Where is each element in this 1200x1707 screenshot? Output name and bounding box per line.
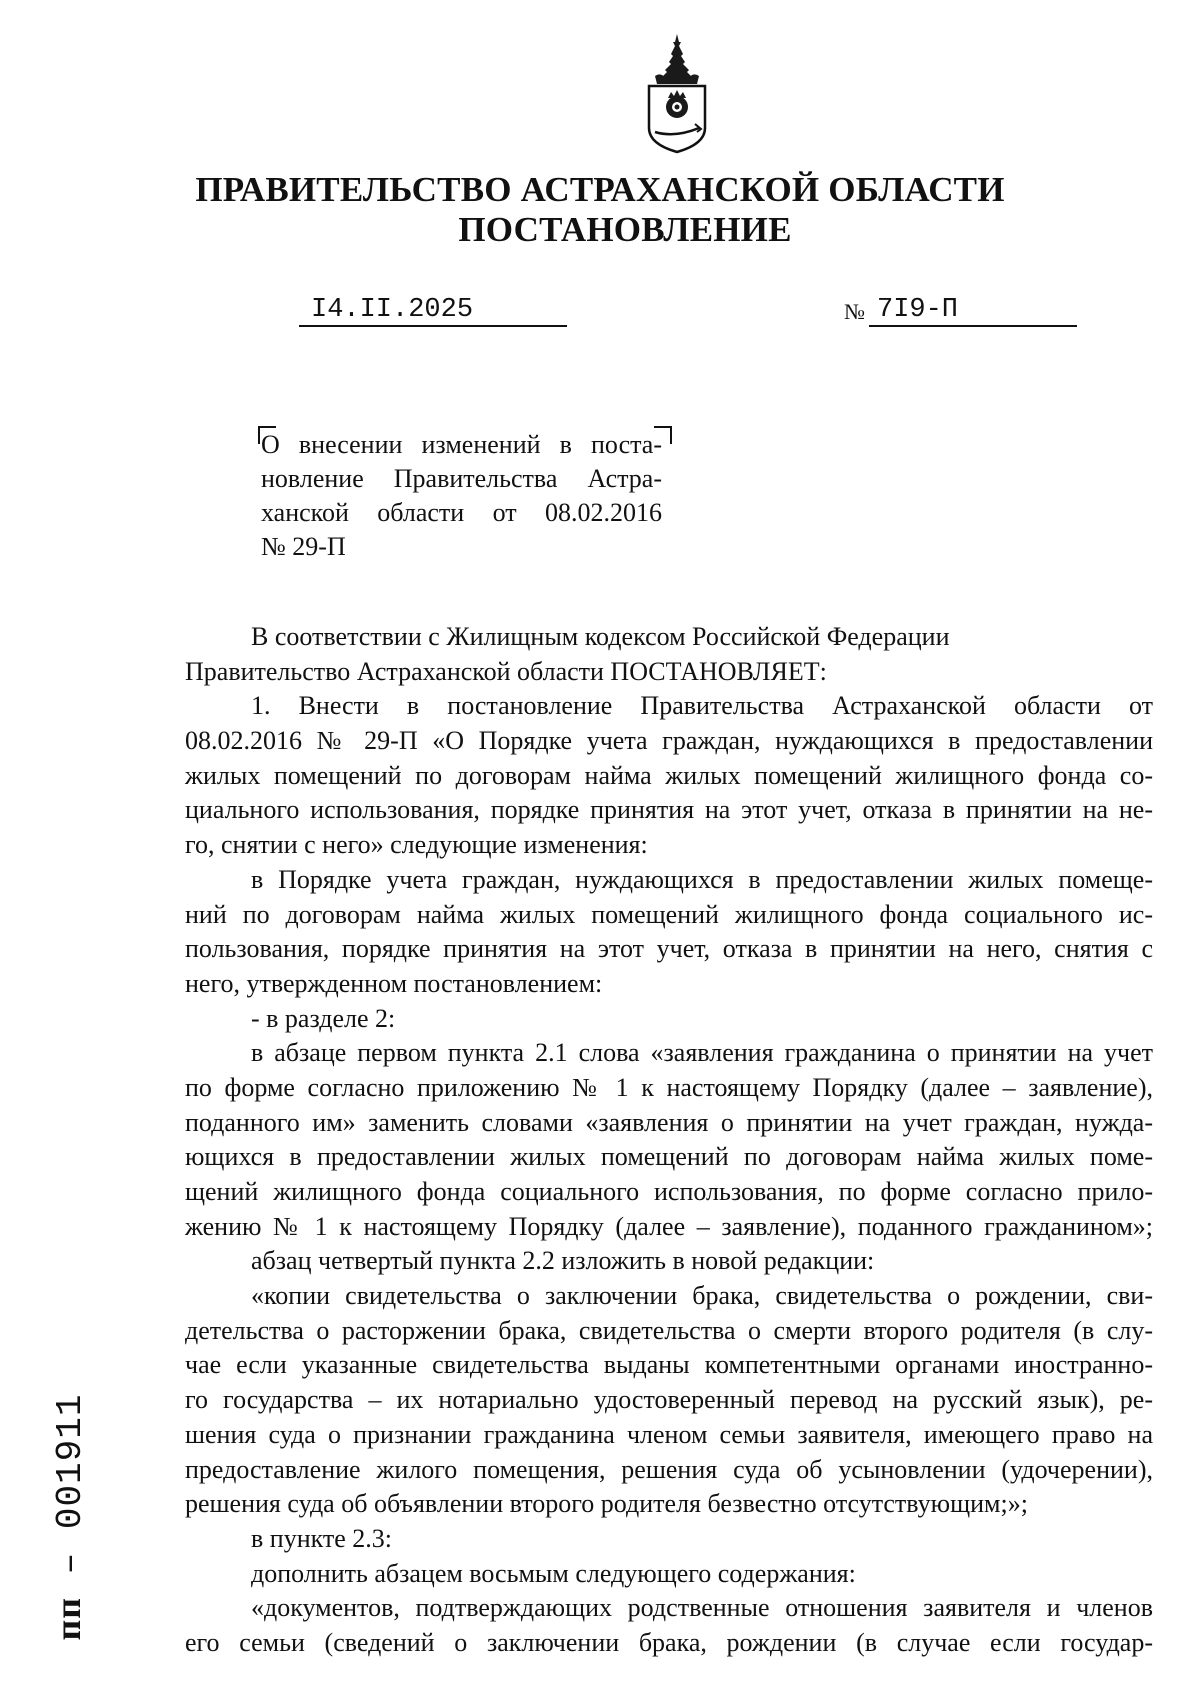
document-type-title: ПОСТАНОВЛЕНИЕ bbox=[458, 210, 792, 249]
body-line: дополнить абзацем восьмым следующего содержания: bbox=[251, 1558, 856, 1588]
body-line: жилых помещений по договорам найма жилых помещений жилищного фонда со- bbox=[185, 760, 1153, 790]
body-line: жению № 1 к настоящему Порядку (далее – заявление), поданного гражданином»; bbox=[185, 1211, 1153, 1241]
coat-of-arms-emblem bbox=[641, 32, 713, 156]
body-line: го государства – их нотариально удостоверенный перевод на русский язык), ре- bbox=[185, 1385, 1153, 1415]
subject-line: ханской области от 08.02.2016 bbox=[261, 498, 662, 527]
body-line: него, утвержденном постановлением: bbox=[185, 968, 603, 998]
body-line: «документов, подтверждающих родственные отношения заявителя и членов bbox=[251, 1593, 1153, 1623]
body-line: - в разделе 2: bbox=[251, 1003, 396, 1033]
body-line: ний по договорам найма жилых помещений жилищного фонда социального ис- bbox=[185, 899, 1153, 929]
registration-stamp bbox=[44, 1386, 94, 1648]
organization-title: ПРАВИТЕЛЬСТВО АСТРАХАНСКОЙ ОБЛАСТИ bbox=[195, 170, 1005, 209]
stamp-dash: – bbox=[50, 1529, 91, 1597]
body-line: щений жилищного фонда социального использования, по форме согласно прило- bbox=[185, 1177, 1153, 1206]
stamp-number: 001911 bbox=[50, 1393, 91, 1530]
body-line: предоставление жилого помещения, решения суда об усыновлении (удочерении), bbox=[185, 1454, 1153, 1484]
body-line: циального использования, порядке принятия на этот учет, отказа в принятии на не- bbox=[185, 795, 1153, 825]
document-body bbox=[185, 620, 1153, 1661]
body-line: пользования, порядке принятия на этот учет, отказа в принятии на него, снятия с bbox=[185, 934, 1153, 964]
body-line: го, снятии с него» следующие изменения: bbox=[185, 830, 648, 860]
body-line: чае если указанные свидетельства выданы компетентными органами иностранно- bbox=[185, 1350, 1153, 1380]
body-line: поданного им» заменить словами «заявления о принятии на учет граждан, нужда- bbox=[185, 1107, 1153, 1137]
body-line: В соответствии с Жилищным кодексом Российской Федерации bbox=[251, 622, 950, 651]
body-line: шения суда о признании гражданина членом семьи заявителя, имеющего право на bbox=[185, 1419, 1153, 1449]
body-line: ющихся в предоставлении жилых помещений по договорам найма жилых поме- bbox=[185, 1142, 1153, 1172]
body-line: решения суда об объявлении второго родителя безвестно отсутствующим;»; bbox=[185, 1489, 1028, 1519]
number-sign: № bbox=[844, 299, 865, 324]
document-date: I4.II.2025 bbox=[299, 293, 567, 327]
body-line: 08.02.2016 № 29-П «О Порядке учета граждан, нуждающихся в предоставлении bbox=[185, 726, 1153, 756]
body-line: в абзаце первом пункта 2.1 слова «заявления гражданина о принятии на учет bbox=[251, 1038, 1153, 1068]
stamp-prefix: пп bbox=[48, 1596, 88, 1641]
body-line: абзац четвертый пункта 2.2 изложить в новой редакции: bbox=[251, 1246, 875, 1276]
body-line: 1. Внести в постановление Правительства Астраханской области от bbox=[251, 691, 1153, 721]
body-line: в Порядке учета граждан, нуждающихся в предоставлении жилых помеще- bbox=[251, 864, 1153, 894]
subject-line: новление Правительства Астра- bbox=[261, 464, 662, 493]
subject-line: О внесении изменений в поста- bbox=[261, 430, 662, 459]
body-line: в пункте 2.3: bbox=[251, 1523, 393, 1553]
body-line: «копии свидетельства о заключении брака, свидетельства о рождении, сви- bbox=[251, 1281, 1153, 1311]
body-line: его семьи (сведений о заключении брака, рождении (в случае если государ- bbox=[185, 1627, 1153, 1657]
subject-line: № 29-П bbox=[261, 532, 346, 561]
body-line: детельства о расторжении брака, свидетельства о смерти второго родителя (в слу- bbox=[185, 1315, 1153, 1345]
document-header bbox=[0, 170, 1200, 250]
body-line: по форме согласно приложению № 1 к настоящему Порядку (далее – заявление), bbox=[185, 1072, 1153, 1102]
document-number: 7I9-П bbox=[869, 293, 1077, 327]
body-line: Правительство Астраханской области ПОСТАНОВЛЯЕТ: bbox=[185, 656, 827, 686]
document-subject bbox=[261, 428, 662, 564]
